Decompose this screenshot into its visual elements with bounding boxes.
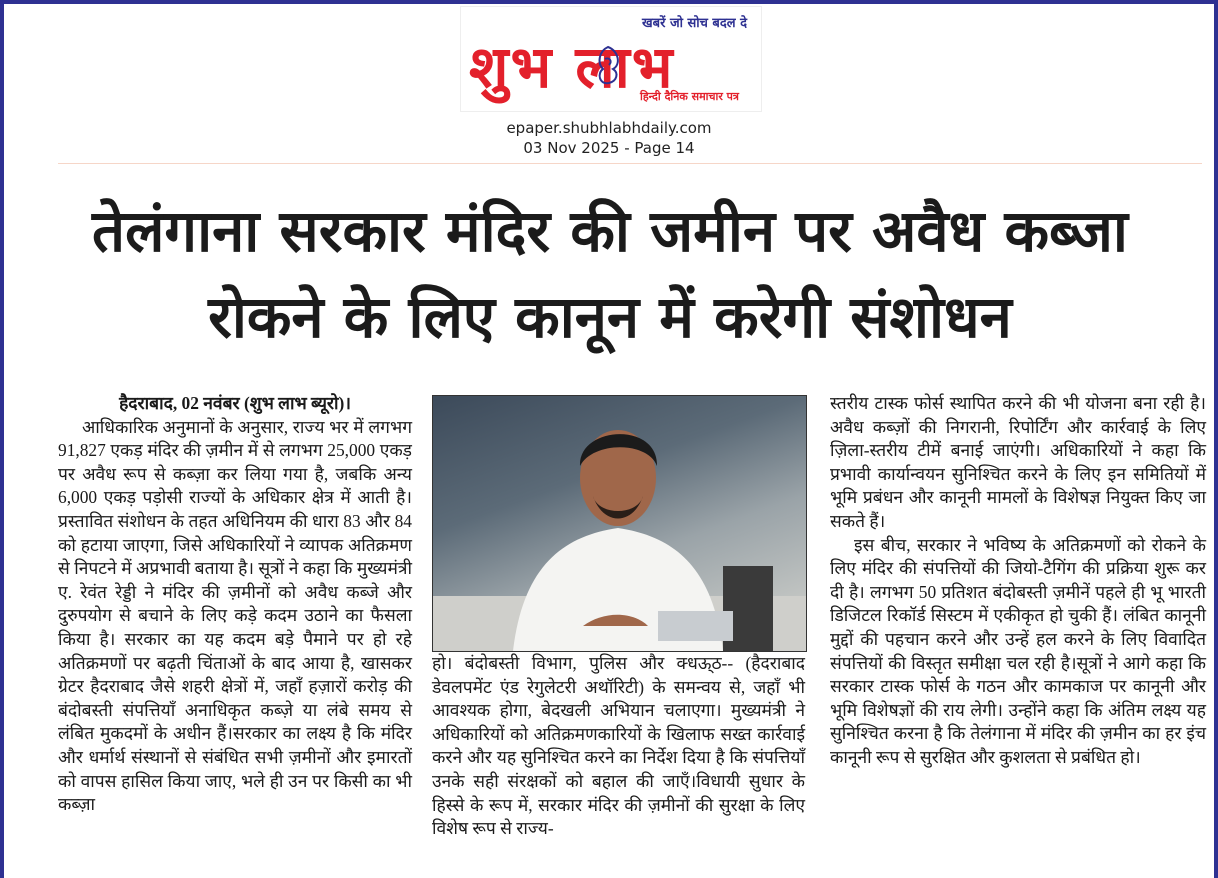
logo-tagline: खबरें जो सोच बदल दे: [642, 16, 747, 31]
paragraph: स्तरीय टास्क फोर्स स्थापित करने की भी योजना बना रही है। अवैध कब्ज़ों की निगरानी, रिपोर्टिंग और कार्रवाई के लिए ज़िला-स्तरीय टीमें बनाई जाएंगी। अधिकारियों ने कहा कि प्रभावी कार्यान्वयन सुनिश्चित करने के लिए इन समितियों में भूमि प्रबंधन और कानूनी मामलों के विशेषज्ञ नियुक्त किए जा सकते हैं।: [830, 393, 1206, 531]
headline-line-2: रोकने के लिए कानून में करेगी संशोधन: [208, 283, 1012, 351]
dateline: हैदराबाद, 02 नवंबर (शुभ लाभ ब्यूरो)।: [119, 393, 351, 413]
headline: [20, 188, 1200, 360]
edition-date: 03 Nov 2025 - Page 14: [523, 139, 695, 157]
paragraph: आधिकारिक अनुमानों के अनुसार, राज्य भर में लगभग 91,827 एकड़ मंदिर की ज़मीन में से लगभग 25,000 एकड़ पर अवैध रूप से कब्ज़ा कर लिया गया है, जबकि अन्य 6,000 एकड़ पड़ोसी राज्यों के अधिकार क्षेत्र में आती है।प्रस्तावित संशोधन के तहत अधिनियम की धारा 83 और 84 को हटाया जाएगा, जिसे अधिकारियों ने व्यापक अतिक्रमण से निपटने में अप्रभावी बताया है। सूत्रों ने कहा कि मुख्यमंत्री ए. रेवंत रेड्डी ने मंदिर की ज़मीनों को अवैध कब्जे और दुरुपयोग से बचाने के लिए कड़े कदम उठाने का फैसला किया है। सरकार का यह कदम बड़े पैमाने पर हो रहे अतिक्रमणों पर बढ़ती चिंताओं के बाद आया है, खासकर ग्रेटर हैदराबाद जैसे शहरी क्षेत्रों में, जहाँ हज़ारों करोड़ की बंदोबस्ती संपत्तियाँ अनाधिकृत कब्ज़े या लंबे समय से लंबित मुकदमों के अधीन हैं।सरकार का लक्ष्य है कि मंदिर और धर्मार्थ संस्थानों से संबंधित सभी ज़मीनों और इमारतों को वापस हासिल किया जाए, भले ही उन पर किसी का भी कब्ज़ा: [58, 416, 412, 815]
paragraph: हो। बंदोबस्ती विभाग, पुलिस और क्धऊ्ठ-- (हैदराबाद डेवलपमेंट एंड रेगुलेटरी अथॉरिटी) के समन्वय से, जहाँ भी आवश्यक होगा, बेदखली अभियान चलाएगा। मुख्यमंत्री ने अधिकारियों को अतिक्रमणकारियों के खिलाफ सख्त कार्रवाई करने और यह सुनिश्चित करने का निर्देश दिया है कि संपत्तियाँ उनके सही संरक्षकों को बहाल की जाएँ।विधायी सुधार के हिस्से के रूप में, सरकार मंदिर की ज़मीनों की सुरक्षा के लिए विशेष रूप से राज्य-: [432, 653, 805, 839]
article-photo: [432, 395, 807, 652]
logo-subtitle: हिन्दी दैनिक समाचार पत्र: [639, 90, 739, 103]
site-url: epaper.shubhlabhdaily.com: [506, 119, 712, 137]
paragraph: इस बीच, सरकार ने भविष्य के अतिक्रमणों को रोकने के लिए मंदिर की संपत्तियों की जियो-टैगिंग की प्रक्रिया शुरू कर दी है। लगभग 50 प्रतिशत बंदोबस्ती ज़मीनें पहले ही भू भारती डिजिटल रिकॉर्ड सिस्टम में एकीकृत हो चुकी हैं। लंबित कानूनी मुद्दों की पहचान करने और उन्हें हल करने के लिए विवादित संपत्तियों की विस्तृत समीक्षा चल रही है।सूत्रों ने आगे कहा कि सरकार टास्क फोर्स के गठन और कामकाज पर कानूनी और भूमि विशेषज्ञों की राय लेगी। उन्होंने कहा कि अंतिम लक्ष्य यह सुनिश्चित करना है कि तेलंगाना में मंदिर की ज़मीन का हर इंच कानूनी रूप से सुरक्षित और कुशलता से प्रबंधित हो।: [830, 534, 1206, 767]
ganesh-icon: [591, 43, 625, 89]
person-image: [433, 396, 806, 651]
divider: [58, 163, 1202, 164]
column-3: [830, 392, 1206, 770]
logo-name: शुभ लाभ: [469, 33, 675, 101]
masthead-logo: [460, 6, 762, 112]
column-1: [58, 392, 412, 817]
headline-line-1: तेलंगाना सरकार मंदिर की जमीन पर अवैध कब्जा: [92, 197, 1128, 265]
column-2: [432, 652, 805, 841]
